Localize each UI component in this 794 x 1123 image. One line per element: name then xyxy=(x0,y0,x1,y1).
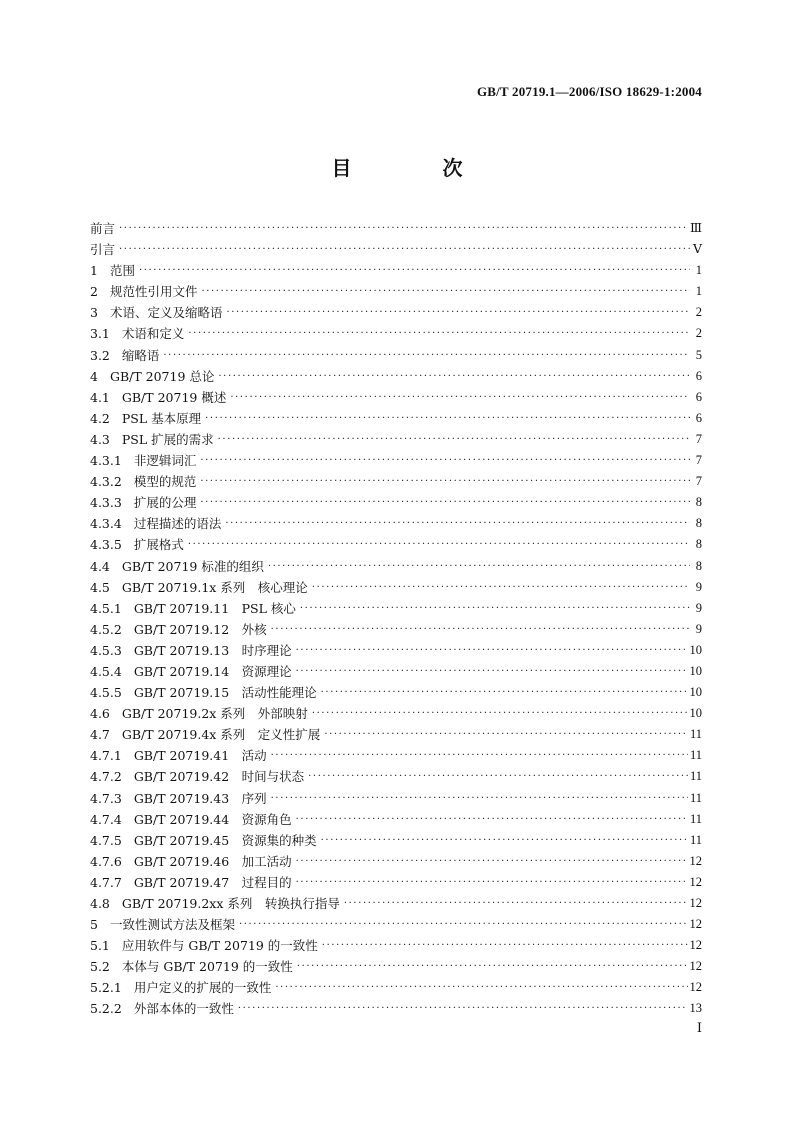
toc-entry-page: 6 xyxy=(695,389,702,404)
toc-entry-page: Ⅲ xyxy=(689,221,702,235)
toc-entry-label: GB/T 20719 概述 xyxy=(121,389,227,405)
toc-entry[interactable] xyxy=(90,471,702,492)
toc-entry-page: 6 xyxy=(695,368,702,383)
toc-leader-dots xyxy=(300,598,690,619)
toc-entry-page: 12 xyxy=(689,853,702,868)
toc-entry[interactable] xyxy=(90,408,702,429)
toc-entry-number: 4.7.6 xyxy=(90,853,122,869)
toc-leader-dots xyxy=(218,429,690,450)
toc-leader-dots xyxy=(344,893,688,914)
toc-entry[interactable] xyxy=(90,345,702,366)
toc-entry[interactable] xyxy=(90,218,702,239)
toc-entry-page: 5 xyxy=(695,347,702,362)
toc-entry-label: GB/T 20719.2x 系列 外部映射 xyxy=(121,706,308,722)
toc-entry-number: 4.7.4 xyxy=(90,811,122,827)
toc-entry-number: 3.1 xyxy=(90,326,110,342)
toc-entry-number: 4.3 xyxy=(90,431,110,447)
toc-leader-dots xyxy=(321,682,688,703)
toc-entry-page: 8 xyxy=(695,495,702,510)
toc-entry-number: 4.5.1 xyxy=(90,600,122,616)
toc-entry-label: 范围 xyxy=(109,263,135,279)
toc-entry-number: 5.2.2 xyxy=(90,1001,122,1017)
toc-entry-page: 7 xyxy=(695,453,702,468)
toc-entry-number: 4.1 xyxy=(90,389,110,405)
toc-leader-dots xyxy=(201,281,690,302)
toc-entry-label: PSL 基本原理 xyxy=(121,410,202,426)
toc-leader-dots xyxy=(239,914,688,935)
toc-entry-label: GB/T 20719.2xx 系列 转换执行指导 xyxy=(121,896,340,911)
toc-entry-number: 4.7.1 xyxy=(90,748,122,764)
toc-leader-dots xyxy=(200,471,690,492)
toc-leader-dots xyxy=(163,345,690,366)
toc-entry[interactable] xyxy=(90,366,702,387)
toc-entry-number: 4.5.3 xyxy=(90,642,122,658)
toc-entry[interactable] xyxy=(90,724,702,745)
toc-leader-dots xyxy=(218,366,690,387)
toc-leader-dots xyxy=(308,766,688,787)
toc-entry-label: 应用软件与 GB/T 20719 的一致性 xyxy=(121,938,318,954)
toc-entry-page: 11 xyxy=(689,811,702,826)
toc-entry-label: GB/T 20719.42 时间与状态 xyxy=(133,769,305,785)
toc-entry-number: 4.5.2 xyxy=(90,621,122,637)
toc-leader-dots xyxy=(296,809,688,830)
toc-entry-page: Ⅴ xyxy=(692,242,702,257)
toc-entry-label: GB/T 20719.45 资源集的种类 xyxy=(133,832,317,848)
toc-leader-dots xyxy=(238,998,688,1019)
toc-entry[interactable] xyxy=(90,788,702,809)
toc-entry[interactable] xyxy=(90,745,702,766)
toc-entry-page: 12 xyxy=(689,938,702,953)
toc-entry[interactable] xyxy=(90,661,702,682)
toc-entry[interactable] xyxy=(90,872,702,893)
toc-entry-label: 外部本体的一致性 xyxy=(133,1001,234,1017)
toc-entry-label: 一致性测试方法及框架 xyxy=(109,917,235,933)
toc-entry[interactable] xyxy=(90,556,702,577)
toc-entry[interactable] xyxy=(90,935,702,956)
toc-entry-number: 3.2 xyxy=(90,347,110,363)
toc-entry-number: 4.7.3 xyxy=(90,790,122,806)
toc-entry[interactable] xyxy=(90,956,702,977)
toc-entry-label: GB/T 20719.44 资源角色 xyxy=(133,811,292,827)
table-of-contents xyxy=(90,218,702,1020)
toc-entry-number: 5.1 xyxy=(90,938,110,954)
toc-entry-page: 9 xyxy=(695,579,702,594)
toc-leader-dots xyxy=(225,513,690,534)
toc-entry[interactable] xyxy=(90,302,702,323)
toc-entry-page: 10 xyxy=(689,685,702,700)
toc-entry-label: 前言 xyxy=(90,221,116,236)
toc-entry-label: GB/T 20719.11 PSL 核心 xyxy=(133,600,296,616)
toc-leader-dots xyxy=(297,956,688,977)
toc-entry[interactable] xyxy=(90,260,702,281)
toc-leader-dots xyxy=(200,492,690,513)
toc-entry-label: 引言 xyxy=(90,242,116,258)
toc-entry-page: 11 xyxy=(689,769,702,784)
toc-entry-label: PSL 扩展的需求 xyxy=(121,431,214,447)
document-header: GB/T 20719.1—2006/ISO 18629-1:2004 xyxy=(476,84,702,99)
toc-leader-dots xyxy=(324,724,688,745)
toc-leader-dots xyxy=(188,323,690,344)
toc-entry-number: 4.3.5 xyxy=(90,537,122,553)
toc-entry-page: 9 xyxy=(695,621,702,636)
toc-entry-number: 4.6 xyxy=(90,706,110,722)
toc-entry-label: GB/T 20719.12 外核 xyxy=(133,621,267,637)
toc-entry-number: 4.7 xyxy=(90,727,110,743)
toc-entry-label: 用户定义的扩展的一致性 xyxy=(133,980,272,996)
toc-entry-label: GB/T 20719.14 资源理论 xyxy=(133,663,292,679)
toc-entry-label: 术语和定义 xyxy=(121,326,185,342)
toc-entry-number: 4.5 xyxy=(90,579,110,595)
toc-leader-dots xyxy=(205,408,690,429)
toc-entry-number: 4.3.4 xyxy=(90,516,122,532)
toc-entry[interactable] xyxy=(90,450,702,471)
toc-entry[interactable] xyxy=(90,682,702,703)
toc-entry-number: 4 xyxy=(90,368,98,384)
toc-entry-label: GB/T 20719.1x 系列 核心理论 xyxy=(121,579,308,595)
toc-entry-number: 4.3.2 xyxy=(90,474,122,490)
toc-entry-number: 4.4 xyxy=(90,558,110,574)
toc-entry-label: 缩略语 xyxy=(121,347,160,363)
toc-entry-label: GB/T 20719.47 过程目的 xyxy=(133,874,292,890)
toc-entry[interactable] xyxy=(90,893,702,914)
toc-entry-page: 11 xyxy=(689,832,702,847)
toc-entry-page: 12 xyxy=(689,959,702,974)
toc-entry-page: 7 xyxy=(695,431,702,446)
page-title: 目 次 xyxy=(331,156,505,180)
toc-entry-number: 3 xyxy=(90,305,98,321)
toc-entry[interactable] xyxy=(90,977,702,998)
toc-entry-page: 11 xyxy=(689,748,702,763)
toc-leader-dots xyxy=(296,851,688,872)
toc-entry[interactable] xyxy=(90,281,702,302)
toc-entry[interactable] xyxy=(90,830,702,851)
toc-entry-page: 1 xyxy=(695,284,702,299)
toc-entry-number: 5.2 xyxy=(90,959,110,975)
toc-entry[interactable] xyxy=(90,387,702,408)
toc-entry-label: 非逻辑词汇 xyxy=(133,453,197,469)
toc-leader-dots xyxy=(271,788,688,809)
toc-entry-page: 12 xyxy=(689,896,702,910)
toc-entry-number: 4.3.1 xyxy=(90,453,122,469)
toc-entry-label: 扩展的公理 xyxy=(133,495,197,511)
toc-entry-page: 10 xyxy=(689,663,702,678)
toc-entry[interactable] xyxy=(90,577,702,598)
toc-entry[interactable] xyxy=(90,851,702,872)
toc-entry-label: 过程描述的语法 xyxy=(133,516,222,532)
toc-entry[interactable] xyxy=(90,429,702,450)
toc-leader-dots xyxy=(119,239,690,260)
toc-entry-number: 2 xyxy=(90,284,98,300)
toc-entry[interactable] xyxy=(90,492,702,513)
toc-entry[interactable] xyxy=(90,640,702,661)
toc-entry[interactable] xyxy=(90,766,702,787)
toc-entry-page: 12 xyxy=(689,980,702,995)
toc-entry-page: 10 xyxy=(689,706,702,721)
toc-entry-label: GB/T 20719.46 加工活动 xyxy=(133,853,292,869)
toc-entry-page: 11 xyxy=(689,727,702,742)
toc-entry-page: 10 xyxy=(689,642,702,657)
toc-entry-page: 2 xyxy=(695,326,702,341)
toc-entry-number: 4.5.4 xyxy=(90,663,122,679)
toc-leader-dots xyxy=(275,977,687,998)
toc-leader-dots xyxy=(322,935,688,956)
toc-entry-number: 4.3.3 xyxy=(90,495,122,511)
toc-entry[interactable] xyxy=(90,703,702,724)
toc-leader-dots xyxy=(200,450,690,471)
toc-entry-label: 模型的规范 xyxy=(133,474,197,490)
toc-entry-number: 4.7.7 xyxy=(90,874,122,890)
toc-entry-label: 本体与 GB/T 20719 的一致性 xyxy=(121,959,293,975)
toc-entry-number: 4.7.2 xyxy=(90,769,122,785)
page-number: Ⅰ xyxy=(696,1020,702,1035)
toc-leader-dots xyxy=(312,703,688,724)
toc-entry-number: 4.5.5 xyxy=(90,685,122,701)
toc-leader-dots xyxy=(296,640,688,661)
toc-entry-number: 4.2 xyxy=(90,410,110,426)
toc-entry-label: GB/T 20719.43 序列 xyxy=(133,790,267,806)
toc-entry-page: 11 xyxy=(689,790,702,805)
toc-entry-label: 规范性引用文件 xyxy=(109,284,198,300)
toc-entry-page: 9 xyxy=(695,600,702,615)
toc-leader-dots xyxy=(230,387,690,408)
toc-entry-page: 8 xyxy=(695,516,702,531)
toc-leader-dots xyxy=(296,661,688,682)
toc-leader-dots xyxy=(268,556,690,577)
toc-entry-page: 13 xyxy=(689,1001,702,1016)
toc-entry-page: 8 xyxy=(695,537,702,552)
toc-entry[interactable] xyxy=(90,534,702,555)
toc-entry-label: GB/T 20719.4x 系列 定义性扩展 xyxy=(121,727,321,743)
toc-leader-dots xyxy=(119,218,688,239)
toc-entry-label: GB/T 20719 标准的组织 xyxy=(121,558,264,574)
toc-entry-number: 5 xyxy=(90,917,98,933)
toc-leader-dots xyxy=(271,619,690,640)
toc-entry[interactable] xyxy=(90,323,702,344)
toc-entry-number: 5.2.1 xyxy=(90,980,122,996)
toc-entry[interactable] xyxy=(90,619,702,640)
toc-leader-dots xyxy=(226,302,690,323)
toc-entry-label: 扩展格式 xyxy=(133,537,184,553)
toc-entry-page: 2 xyxy=(695,305,702,320)
toc-entry-page: 8 xyxy=(695,558,702,573)
toc-entry-label: 术语、定义及缩略语 xyxy=(109,305,223,321)
toc-entry-page: 12 xyxy=(689,874,702,889)
toc-entry[interactable] xyxy=(90,809,702,830)
toc-entry-page: 1 xyxy=(695,263,702,278)
toc-entry-number: 4.7.5 xyxy=(90,832,122,848)
toc-entry[interactable] xyxy=(90,598,702,619)
toc-entry[interactable] xyxy=(90,998,702,1019)
toc-leader-dots xyxy=(271,745,688,766)
toc-entry-number: 4.8 xyxy=(90,896,110,911)
toc-entry-label: GB/T 20719.15 活动性能理论 xyxy=(133,685,317,701)
toc-entry-page: 6 xyxy=(695,410,702,425)
toc-entry-number: 1 xyxy=(90,263,98,279)
toc-entry-label: GB/T 20719.13 时序理论 xyxy=(133,642,292,658)
toc-entry-label: GB/T 20719.41 活动 xyxy=(133,748,267,764)
toc-entry-label: GB/T 20719 总论 xyxy=(109,368,215,384)
toc-leader-dots xyxy=(296,872,688,893)
toc-entry[interactable] xyxy=(90,239,702,260)
toc-leader-dots xyxy=(312,577,690,598)
toc-leader-dots xyxy=(321,830,688,851)
toc-entry[interactable] xyxy=(90,914,702,935)
toc-leader-dots xyxy=(188,534,690,555)
toc-entry[interactable] xyxy=(90,513,702,534)
toc-leader-dots xyxy=(139,260,690,281)
toc-entry-page: 7 xyxy=(695,474,702,489)
toc-entry-page: 12 xyxy=(689,917,702,932)
